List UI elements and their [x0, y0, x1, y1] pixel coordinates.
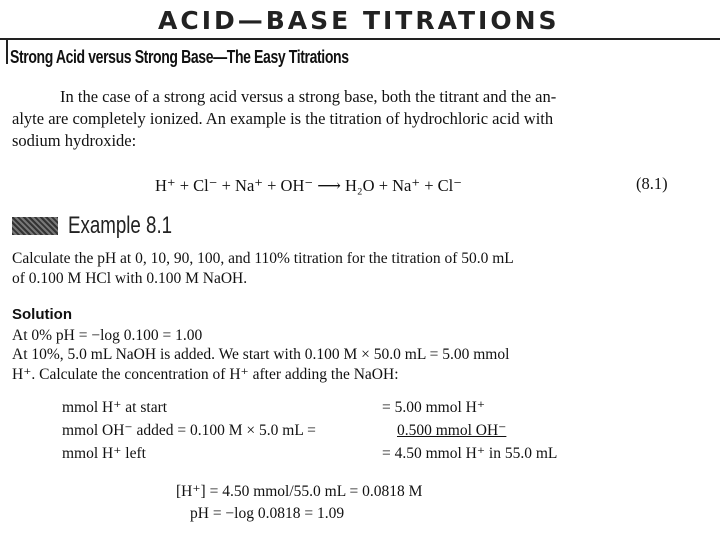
example-line-1: Calculate the pH at 0, 10, 90, 100, and 110% titration for the titration of 50.0 mL	[12, 250, 514, 267]
solution-line-2: At 10%, 5.0 mL NaOH is added. We start with 0.100 M × 50.0 mL = 5.00 mmol	[12, 346, 510, 363]
table-row-value: = 5.00 mmol H⁺	[382, 399, 486, 416]
equation-lhs: H⁺ + Cl⁻ + Na⁺ + OH⁻	[155, 176, 314, 195]
equation-number: (8.1)	[636, 174, 668, 193]
solution-line-1: At 0% pH = −log 0.100 = 1.00	[12, 327, 203, 344]
concentration-result: [H⁺] = 4.50 mmol/55.0 mL = 0.0818 M	[176, 483, 423, 500]
ph-result: pH = −log 0.0818 = 1.09	[190, 505, 345, 522]
intro-line-1: In the case of a strong acid versus a strong base, both the titrant and the an-	[60, 87, 557, 106]
table-row-label: mmol OH⁻ added = 0.100 M × 5.0 mL =	[62, 422, 316, 439]
example-line-2: of 0.100 M HCl with 0.100 M NaOH.	[12, 270, 248, 287]
section-title: Strong Acid versus Strong Base—The Easy Titrations	[10, 47, 349, 67]
equation	[155, 176, 462, 196]
intro-line-2: alyte are completely ionized. An example is the titration of hydrochloric acid with	[12, 109, 554, 128]
table-row-value: 0.500 mmol OH⁻	[397, 422, 507, 439]
header-rule	[0, 38, 720, 40]
table-row-value: = 4.50 mmol H⁺ in 55.0 mL	[382, 445, 558, 462]
example-bar-icon	[12, 217, 58, 235]
page-title: ACID—BASE TITRATIONS	[158, 6, 560, 35]
equation-rhs: H₂O + Na⁺ + Cl⁻	[345, 176, 462, 195]
solution-line-3: H⁺. Calculate the concentration of H⁺ after adding the NaOH:	[12, 366, 399, 383]
header-rule-tick	[6, 38, 8, 64]
table-row-label: mmol H⁺ left	[62, 445, 146, 462]
intro-line-3: sodium hydroxide:	[12, 131, 137, 150]
table-row-label: mmol H⁺ at start	[62, 399, 168, 416]
equation-arrow: ⟶	[317, 176, 341, 195]
solution-heading: Solution	[12, 306, 72, 323]
example-title: Example 8.1	[68, 212, 173, 239]
